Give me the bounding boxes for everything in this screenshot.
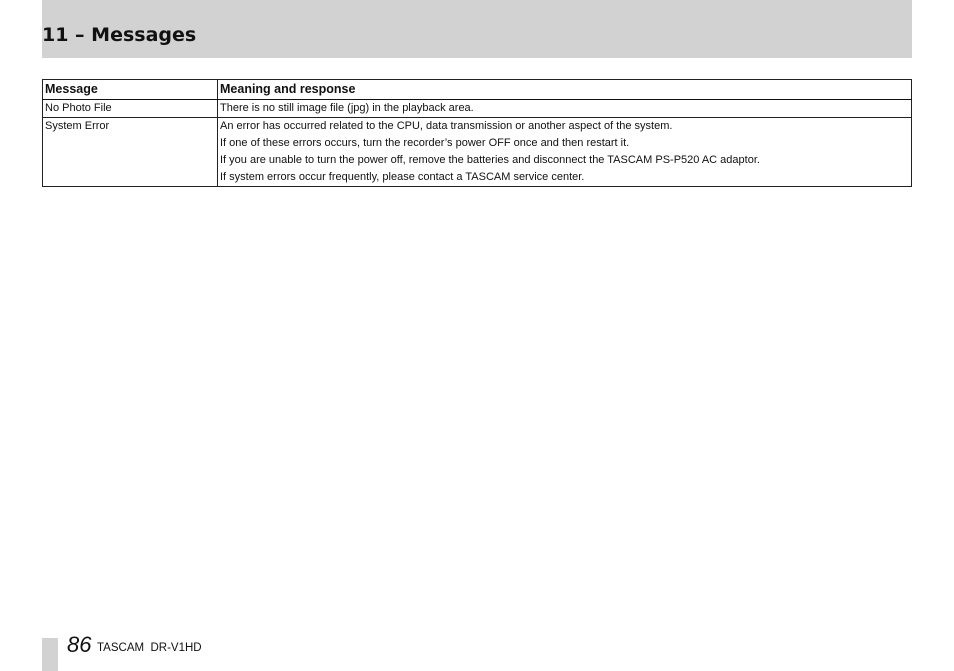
meaning-line: An error has occurred related to the CPU, data transmission or another aspect of the system. [220, 120, 673, 132]
meaning-cell [218, 118, 912, 187]
footer-band [42, 638, 58, 671]
column-header-meaning: Meaning and response [218, 80, 912, 100]
product-name: TASCAM DR-V1HD [97, 642, 202, 654]
page-number: 86 [67, 632, 92, 657]
table-row [43, 118, 912, 187]
meaning-line: If one of these errors occurs, turn the recorder’s power OFF once and then restart it. [220, 137, 630, 149]
message-cell: System Error [43, 118, 218, 187]
meaning-line: If you are unable to turn the power off, remove the batteries and disconnect the TASCAM PS-P520 AC adaptor. [220, 154, 760, 166]
meaning-line: If system errors occur frequently, please contact a TASCAM service center. [220, 171, 585, 183]
table-row [43, 100, 912, 118]
messages-table [42, 79, 912, 187]
column-header-message: Message [43, 80, 218, 100]
meaning-cell [218, 100, 912, 118]
page-title: 11 – Messages [42, 24, 197, 46]
table-header-row [43, 80, 912, 100]
message-cell: No Photo File [43, 100, 218, 118]
meaning-line: There is no still image file (jpg) in the playback area. [220, 102, 474, 114]
header-band [42, 0, 912, 58]
